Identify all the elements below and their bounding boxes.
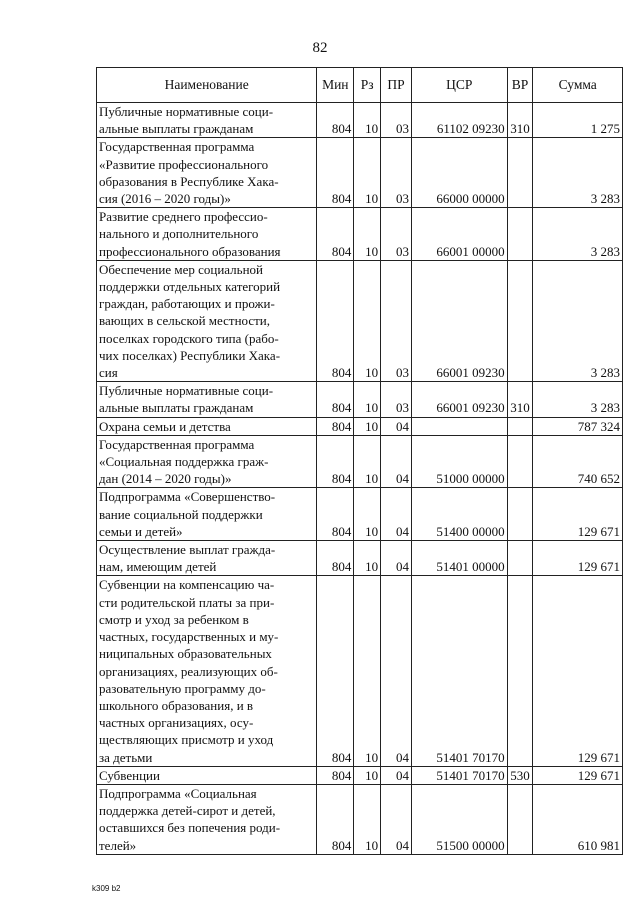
cell-csr: 66001 00000 [411, 208, 507, 261]
table-row [97, 488, 623, 541]
cell-csr: 66001 09230 [411, 382, 507, 417]
cell-csr: 51401 70170 [411, 766, 507, 784]
cell-vr [507, 417, 533, 435]
header-csr: ЦСР [411, 68, 507, 103]
cell-min: 804 [317, 488, 354, 541]
cell-pr: 03 [381, 260, 412, 381]
table-body [97, 103, 623, 855]
cell-pr: 03 [381, 103, 412, 138]
cell-name: Государственная программа «Социальная поддержка граж- дан (2014 – 2020 годы)» [97, 435, 317, 488]
cell-csr [411, 417, 507, 435]
table-row [97, 435, 623, 488]
cell-rz: 10 [354, 103, 381, 138]
cell-rz: 10 [354, 382, 381, 417]
cell-name: Подпрограмма «Совершенство- вание социальной поддержки семьи и детей» [97, 488, 317, 541]
cell-rz: 10 [354, 784, 381, 854]
cell-sum: 129 671 [533, 766, 623, 784]
cell-sum: 787 324 [533, 417, 623, 435]
cell-csr: 51400 00000 [411, 488, 507, 541]
cell-min: 804 [317, 208, 354, 261]
cell-min: 804 [317, 435, 354, 488]
cell-pr: 04 [381, 488, 412, 541]
table-row [97, 784, 623, 854]
header-name: Наименование [97, 68, 317, 103]
cell-min: 804 [317, 541, 354, 576]
cell-vr: 530 [507, 766, 533, 784]
cell-name: Публичные нормативные соци- альные выплаты гражданам [97, 382, 317, 417]
cell-csr: 51000 00000 [411, 435, 507, 488]
table-row [97, 138, 623, 208]
cell-vr [507, 488, 533, 541]
table-row [97, 208, 623, 261]
cell-min: 804 [317, 417, 354, 435]
cell-rz: 10 [354, 435, 381, 488]
cell-rz: 10 [354, 541, 381, 576]
cell-name: Подпрограмма «Социальная поддержка детей-сирот и детей, оставшихся без попечения роди- телей» [97, 784, 317, 854]
cell-vr [507, 260, 533, 381]
cell-sum: 610 981 [533, 784, 623, 854]
table-row [97, 382, 623, 417]
cell-name: Субвенции [97, 766, 317, 784]
cell-rz: 10 [354, 766, 381, 784]
table-row [97, 541, 623, 576]
cell-csr: 61102 09230 [411, 103, 507, 138]
cell-min: 804 [317, 382, 354, 417]
cell-name: Охрана семьи и детства [97, 417, 317, 435]
cell-vr [507, 784, 533, 854]
cell-csr: 51401 70170 [411, 576, 507, 766]
cell-pr: 04 [381, 417, 412, 435]
cell-vr [507, 576, 533, 766]
cell-sum: 129 671 [533, 488, 623, 541]
page-number: 82 [312, 40, 328, 56]
footer-code: k309 b2 [92, 884, 121, 893]
cell-pr: 04 [381, 784, 412, 854]
cell-csr: 66001 09230 [411, 260, 507, 381]
cell-rz: 10 [354, 260, 381, 381]
cell-rz: 10 [354, 208, 381, 261]
cell-name: Обеспечение мер социальной поддержки отдельных категорий граждан, работающих и прожи- вающих в сельской местности, поселках городского типа (рабо- чих поселках) Республики Хака- сия [97, 260, 317, 381]
cell-rz: 10 [354, 138, 381, 208]
cell-sum: 129 671 [533, 541, 623, 576]
cell-min: 804 [317, 766, 354, 784]
cell-sum: 3 283 [533, 138, 623, 208]
cell-pr: 03 [381, 382, 412, 417]
cell-pr: 04 [381, 435, 412, 488]
cell-rz: 10 [354, 488, 381, 541]
cell-vr: 310 [507, 382, 533, 417]
table-row [97, 576, 623, 766]
cell-min: 804 [317, 784, 354, 854]
cell-name: Государственная программа «Развитие профессионального образования в Республике Хака- сия (2016 – 2020 годы)» [97, 138, 317, 208]
cell-vr: 310 [507, 103, 533, 138]
cell-sum: 129 671 [533, 576, 623, 766]
header-pr: ПР [381, 68, 412, 103]
cell-vr [507, 435, 533, 488]
cell-rz: 10 [354, 417, 381, 435]
cell-min: 804 [317, 576, 354, 766]
cell-name: Развитие среднего профессио- нального и дополнительного профессионального образования [97, 208, 317, 261]
cell-vr [507, 138, 533, 208]
cell-pr: 04 [381, 576, 412, 766]
header-vr: ВР [507, 68, 533, 103]
table-row [97, 766, 623, 784]
cell-sum: 740 652 [533, 435, 623, 488]
cell-pr: 03 [381, 208, 412, 261]
cell-sum: 1 275 [533, 103, 623, 138]
cell-name: Осуществление выплат гражда- нам, имеющим детей [97, 541, 317, 576]
cell-vr [507, 541, 533, 576]
header-min: Мин [317, 68, 354, 103]
cell-sum: 3 283 [533, 382, 623, 417]
table-row [97, 103, 623, 138]
cell-rz: 10 [354, 576, 381, 766]
cell-min: 804 [317, 260, 354, 381]
table-row [97, 260, 623, 381]
cell-pr: 04 [381, 541, 412, 576]
cell-pr: 03 [381, 138, 412, 208]
cell-sum: 3 283 [533, 208, 623, 261]
cell-csr: 51401 00000 [411, 541, 507, 576]
cell-name: Публичные нормативные соци- альные выплаты гражданам [97, 103, 317, 138]
header-rz: Рз [354, 68, 381, 103]
cell-csr: 66000 00000 [411, 138, 507, 208]
cell-sum: 3 283 [533, 260, 623, 381]
cell-pr: 04 [381, 766, 412, 784]
budget-table [96, 67, 623, 855]
cell-name: Субвенции на компенсацию ча- сти родительской платы за при- смотр и уход за ребенком в частных, государственных и му- ниципальных образовательных организациях, реализующих об- разовательную программу до- школьного образования, и в частных организациях, осу- ществляющих присмотр и уход за детьми [97, 576, 317, 766]
header-sum: Сумма [533, 68, 623, 103]
cell-min: 804 [317, 103, 354, 138]
table-row [97, 417, 623, 435]
cell-min: 804 [317, 138, 354, 208]
cell-vr [507, 208, 533, 261]
cell-csr: 51500 00000 [411, 784, 507, 854]
table-header-row [97, 68, 623, 103]
